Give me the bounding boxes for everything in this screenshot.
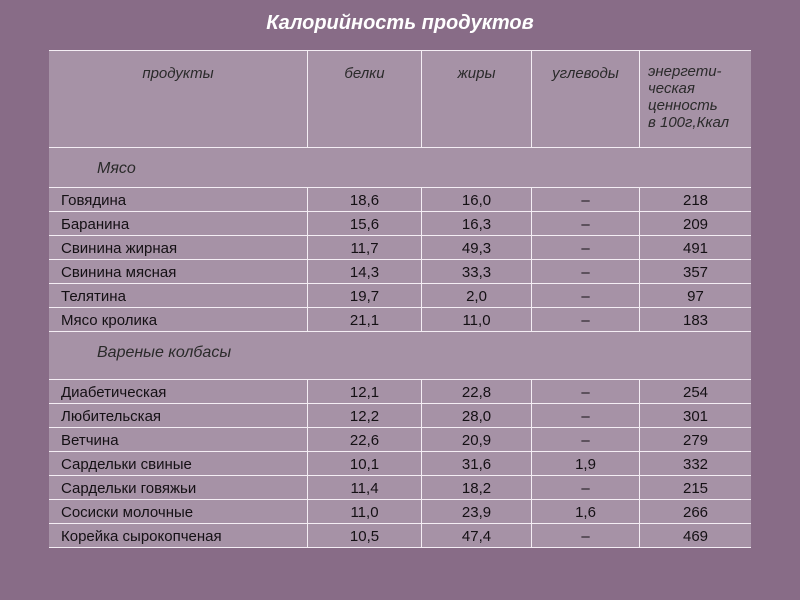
cell-fat bbox=[421, 404, 531, 427]
header-energy-label: энергети- ческая ценность в 100г,Ккал bbox=[648, 63, 730, 131]
table-row bbox=[49, 404, 751, 428]
section-label: Вареные колбасы bbox=[97, 344, 232, 361]
cell-name-text: Телятина bbox=[61, 288, 126, 305]
cell-protein bbox=[307, 236, 421, 259]
cell-energy bbox=[639, 404, 751, 427]
cell-energy bbox=[639, 188, 751, 211]
cell-carbs-text: – bbox=[581, 384, 590, 401]
cell-name bbox=[49, 476, 307, 499]
cell-carbs-text: – bbox=[581, 408, 590, 425]
cell-protein-text: 10,5 bbox=[349, 528, 380, 545]
cell-energy-text: 357 bbox=[682, 264, 709, 281]
header-carbs-label: углеводы bbox=[552, 65, 619, 82]
cell-carbs bbox=[531, 212, 639, 235]
cell-energy-text: 332 bbox=[682, 456, 709, 473]
cell-energy-text: 266 bbox=[682, 504, 709, 521]
cell-carbs bbox=[531, 404, 639, 427]
cell-energy-text: 491 bbox=[682, 240, 709, 257]
cell-name-text: Сосиски молочные bbox=[61, 504, 194, 521]
cell-carbs-text: – bbox=[581, 240, 590, 257]
cell-carbs bbox=[531, 452, 639, 475]
cell-protein-text: 19,7 bbox=[349, 288, 380, 305]
cell-energy bbox=[639, 452, 751, 475]
cell-name bbox=[49, 428, 307, 451]
cell-protein bbox=[307, 476, 421, 499]
cell-protein bbox=[307, 524, 421, 547]
cell-fat bbox=[421, 236, 531, 259]
cell-name-text: Сардельки говяжьи bbox=[61, 480, 197, 497]
cell-name bbox=[49, 284, 307, 307]
cell-fat bbox=[421, 380, 531, 403]
cell-fat-text: 31,6 bbox=[461, 456, 492, 473]
cell-fat-text: 49,3 bbox=[461, 240, 492, 257]
page-title: Калорийность продуктов bbox=[266, 12, 534, 34]
cell-name-text: Баранина bbox=[61, 216, 130, 233]
cell-protein bbox=[307, 284, 421, 307]
cell-energy bbox=[639, 380, 751, 403]
cell-fat-text: 18,2 bbox=[461, 480, 492, 497]
cell-name-text: Свинина жирная bbox=[61, 240, 178, 257]
cell-energy-text: 254 bbox=[682, 384, 709, 401]
cell-energy-text: 218 bbox=[682, 192, 709, 209]
cell-protein bbox=[307, 308, 421, 331]
cell-protein-text: 15,6 bbox=[349, 216, 380, 233]
cell-carbs bbox=[531, 476, 639, 499]
cell-name-text: Говядина bbox=[61, 192, 127, 209]
cell-protein-text: 14,3 bbox=[349, 264, 380, 281]
cell-name bbox=[49, 500, 307, 523]
table-row bbox=[49, 284, 751, 308]
cell-name bbox=[49, 236, 307, 259]
cell-fat-text: 22,8 bbox=[461, 384, 492, 401]
header-protein-label: белки bbox=[344, 65, 385, 82]
cell-protein bbox=[307, 452, 421, 475]
cell-carbs-text: – bbox=[581, 312, 590, 329]
cell-fat bbox=[421, 260, 531, 283]
header-carbs bbox=[531, 51, 639, 147]
cell-protein-text: 22,6 bbox=[349, 432, 380, 449]
table-row bbox=[49, 452, 751, 476]
cell-fat-text: 23,9 bbox=[461, 504, 492, 521]
cell-name bbox=[49, 188, 307, 211]
cell-fat bbox=[421, 524, 531, 547]
cell-energy-text: 469 bbox=[682, 528, 709, 545]
header-product-label: продукты bbox=[142, 65, 214, 82]
cell-fat-text: 33,3 bbox=[461, 264, 492, 281]
cell-protein-text: 12,1 bbox=[349, 384, 380, 401]
cell-protein bbox=[307, 260, 421, 283]
table-row bbox=[49, 380, 751, 404]
cell-fat bbox=[421, 308, 531, 331]
table-header-row bbox=[49, 50, 751, 148]
cell-carbs bbox=[531, 428, 639, 451]
cell-name bbox=[49, 380, 307, 403]
cell-energy bbox=[639, 212, 751, 235]
table-row bbox=[49, 260, 751, 284]
cell-energy-text: 209 bbox=[682, 216, 709, 233]
cell-name-text: Свинина мясная bbox=[61, 264, 177, 281]
cell-protein bbox=[307, 212, 421, 235]
cell-carbs bbox=[531, 524, 639, 547]
cell-fat-text: 20,9 bbox=[461, 432, 492, 449]
cell-carbs bbox=[531, 500, 639, 523]
cell-fat bbox=[421, 188, 531, 211]
cell-energy bbox=[639, 308, 751, 331]
cell-energy bbox=[639, 284, 751, 307]
header-fat bbox=[421, 51, 531, 147]
cell-protein bbox=[307, 404, 421, 427]
cell-fat bbox=[421, 476, 531, 499]
section-row bbox=[49, 148, 751, 188]
cell-name bbox=[49, 212, 307, 235]
cell-energy bbox=[639, 476, 751, 499]
cell-energy-text: 301 bbox=[682, 408, 709, 425]
table-row bbox=[49, 236, 751, 260]
cell-protein-text: 11,7 bbox=[350, 240, 379, 257]
cell-energy-text: 183 bbox=[682, 312, 709, 329]
cell-fat-text: 11,0 bbox=[462, 312, 491, 329]
cell-name-text: Ветчина bbox=[61, 432, 119, 449]
table-row bbox=[49, 524, 751, 548]
cell-carbs-text: 1,9 bbox=[575, 456, 596, 473]
cell-carbs-text: – bbox=[581, 216, 590, 233]
cell-carbs-text: – bbox=[581, 192, 590, 209]
cell-name bbox=[49, 260, 307, 283]
cell-energy bbox=[639, 524, 751, 547]
cell-energy bbox=[639, 500, 751, 523]
cell-name bbox=[49, 452, 307, 475]
cell-protein-text: 11,0 bbox=[350, 504, 379, 521]
cell-carbs bbox=[531, 236, 639, 259]
header-energy bbox=[639, 51, 751, 147]
cell-protein-text: 10,1 bbox=[349, 456, 380, 473]
cell-name-text: Любительская bbox=[61, 408, 162, 425]
cell-carbs-text: 1,6 bbox=[575, 504, 596, 521]
cell-name-text: Сардельки свиные bbox=[61, 456, 192, 473]
table-row bbox=[49, 476, 751, 500]
cell-carbs-text: – bbox=[581, 480, 590, 497]
cell-energy-text: 279 bbox=[682, 432, 709, 449]
table-row bbox=[49, 500, 751, 524]
cell-energy bbox=[639, 260, 751, 283]
section-row bbox=[49, 332, 751, 380]
cell-protein-text: 21,1 bbox=[349, 312, 380, 329]
cell-carbs bbox=[531, 284, 639, 307]
cell-carbs bbox=[531, 260, 639, 283]
cell-fat bbox=[421, 452, 531, 475]
cell-name bbox=[49, 404, 307, 427]
cell-protein-text: 18,6 bbox=[349, 192, 380, 209]
cell-name-text: Корейка сырокопченая bbox=[61, 528, 222, 545]
cell-protein bbox=[307, 428, 421, 451]
cell-protein bbox=[307, 188, 421, 211]
cell-fat-text: 47,4 bbox=[461, 528, 492, 545]
header-fat-label: жиры bbox=[457, 65, 496, 82]
cell-name-text: Диабетическая bbox=[61, 384, 167, 401]
header-protein bbox=[307, 51, 421, 147]
table-row bbox=[49, 308, 751, 332]
cell-fat bbox=[421, 428, 531, 451]
cell-energy bbox=[639, 428, 751, 451]
cell-protein-text: 12,2 bbox=[349, 408, 380, 425]
cell-fat-text: 28,0 bbox=[461, 408, 492, 425]
cell-fat-text: 16,0 bbox=[461, 192, 492, 209]
table-row bbox=[49, 212, 751, 236]
cell-fat bbox=[421, 212, 531, 235]
cell-protein bbox=[307, 500, 421, 523]
cell-carbs bbox=[531, 188, 639, 211]
cell-protein bbox=[307, 380, 421, 403]
cell-carbs-text: – bbox=[581, 288, 590, 305]
cell-carbs bbox=[531, 380, 639, 403]
cell-carbs-text: – bbox=[581, 528, 590, 545]
cell-name bbox=[49, 524, 307, 547]
cell-carbs-text: – bbox=[581, 264, 590, 281]
cell-carbs-text: – bbox=[581, 432, 590, 449]
cell-energy-text: 215 bbox=[682, 480, 709, 497]
cell-energy-text: 97 bbox=[687, 288, 704, 305]
calorie-table bbox=[49, 50, 751, 548]
cell-energy bbox=[639, 236, 751, 259]
cell-fat bbox=[421, 500, 531, 523]
table-row bbox=[49, 188, 751, 212]
cell-name-text: Мясо кролика bbox=[61, 312, 158, 329]
cell-carbs bbox=[531, 308, 639, 331]
section-label: Мясо bbox=[97, 160, 136, 177]
table-row bbox=[49, 428, 751, 452]
cell-fat bbox=[421, 284, 531, 307]
cell-fat-text: 16,3 bbox=[461, 216, 492, 233]
cell-protein-text: 11,4 bbox=[350, 480, 379, 497]
cell-fat-text: 2,0 bbox=[466, 288, 487, 305]
header-product bbox=[49, 51, 307, 147]
cell-name bbox=[49, 308, 307, 331]
